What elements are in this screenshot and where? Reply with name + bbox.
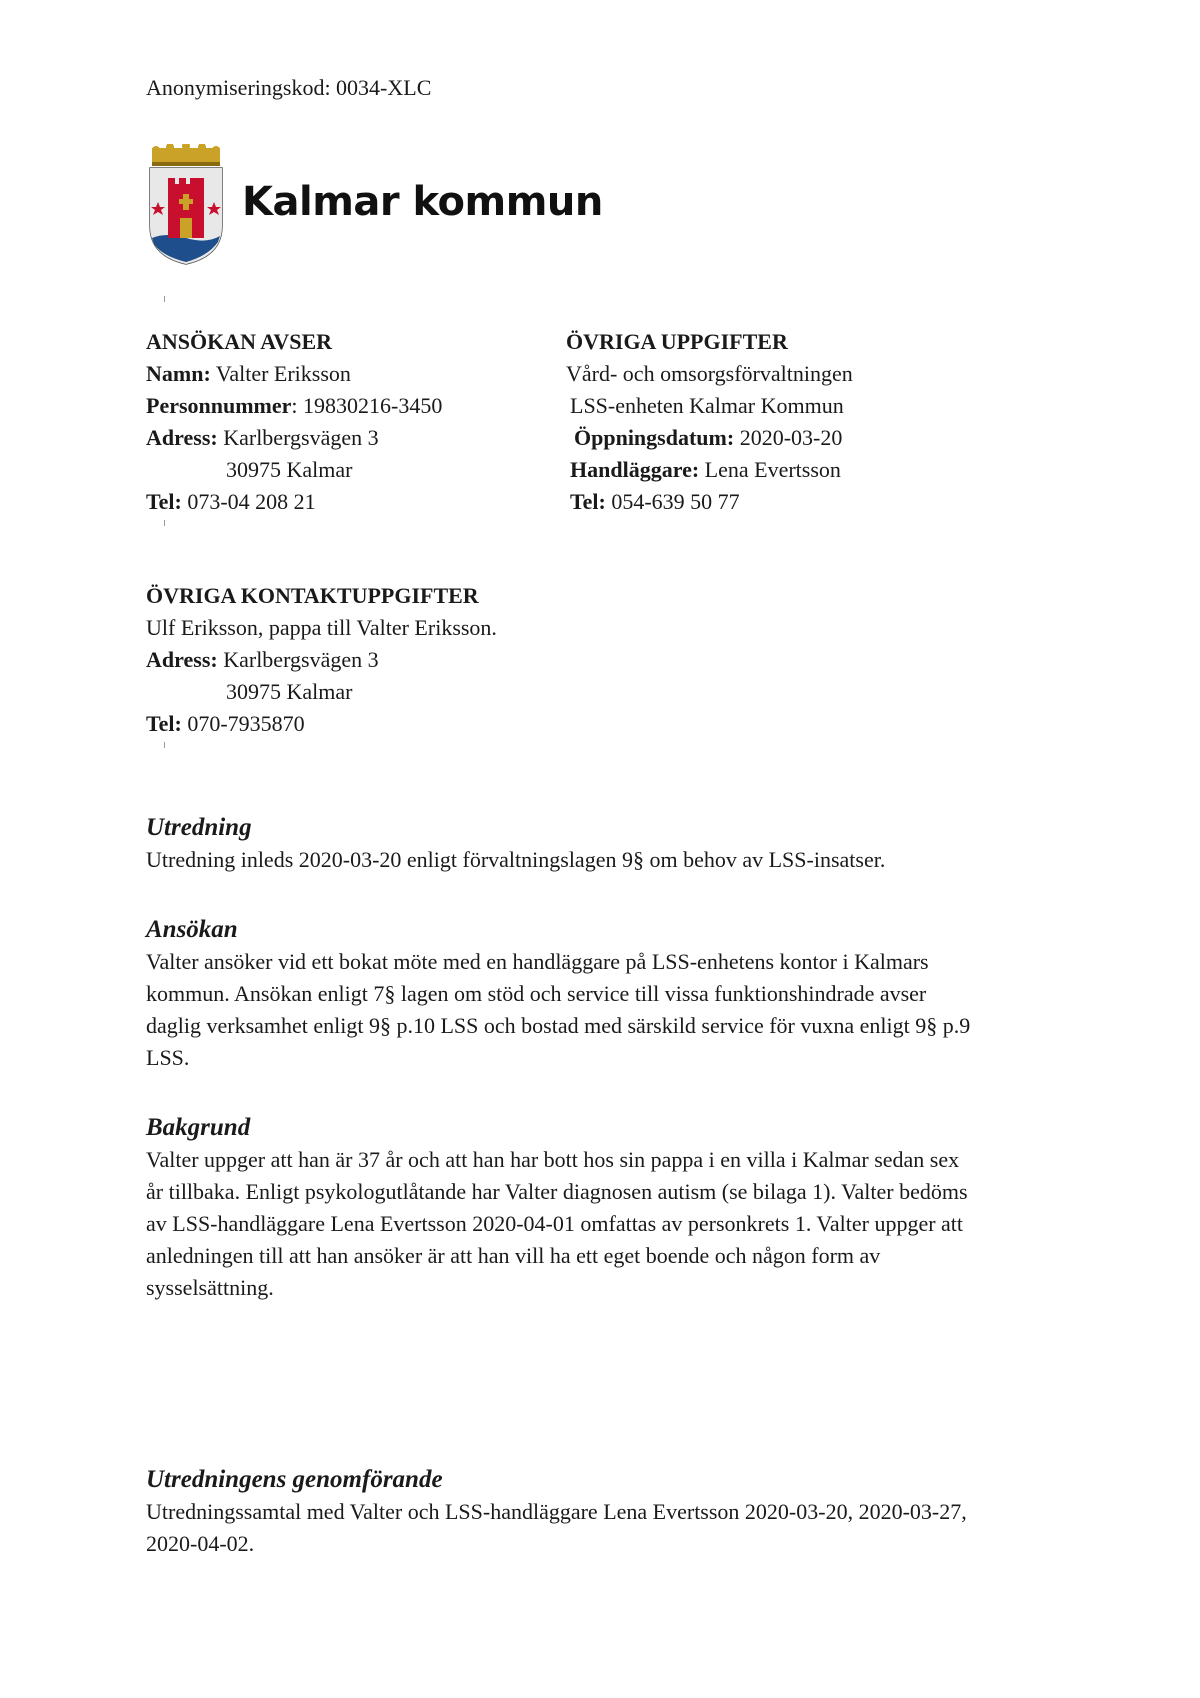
applicant-address-line2: 30975 Kalmar bbox=[226, 457, 353, 482]
org-name: Kalmar kommun bbox=[242, 179, 603, 225]
section-ansokan bbox=[146, 914, 1076, 1074]
paragraph-line: Valter uppger att han är 37 år och att han har bott hos sin pappa i en villa i Kalmar sedan sex bbox=[146, 1147, 960, 1172]
marker bbox=[164, 296, 165, 302]
anonymization-code: Anonymiseringskod: 0034-XLC bbox=[146, 75, 432, 100]
other-info-opening-row: Öppningsdatum: 2020-03-20 bbox=[574, 425, 843, 450]
applicant-heading: ANSÖKAN AVSER bbox=[146, 329, 333, 354]
opening-date: 2020-03-20 bbox=[739, 425, 843, 450]
other-contacts-line1: Ulf Eriksson, pappa till Valter Eriksson. bbox=[146, 615, 497, 640]
other-info-line1: Vård- och omsorgsförvaltningen bbox=[566, 361, 853, 386]
paragraph-line: anledningen till att han ansöker är att han vill ha ett eget boende och någon form av bbox=[146, 1243, 881, 1268]
other-info-officer-row: Handläggare: Lena Evertsson bbox=[570, 457, 841, 482]
section-utredning bbox=[146, 812, 1076, 876]
kalmar-coat-of-arms-icon bbox=[146, 144, 226, 266]
section-title: Bakgrund bbox=[146, 1114, 251, 1141]
applicant-address-line1: Karlbergsvägen 3 bbox=[223, 425, 379, 450]
applicant-pnr: : 19830216-3450 bbox=[291, 393, 443, 418]
applicant-name: Valter Eriksson bbox=[215, 361, 351, 386]
applicant-pnr-row: Personnummer: 19830216-3450 bbox=[146, 393, 443, 418]
other-info-tel-row: Tel: 054-639 50 77 bbox=[570, 489, 740, 514]
applicant-address-row: Adress: Karlbergsvägen 3 bbox=[146, 425, 379, 450]
other-info-line2: LSS-enheten Kalmar Kommun bbox=[570, 393, 844, 418]
other-contacts-address-row: Adress: Karlbergsvägen 3 bbox=[146, 647, 379, 672]
paragraph-line: Valter ansöker vid ett bokat möte med en handläggare på LSS-enhetens kontor i Kalmars bbox=[146, 949, 929, 974]
other-contacts-tel: 070-7935870 bbox=[187, 711, 305, 736]
paragraph-line: LSS. bbox=[146, 1045, 190, 1070]
section-text: Utredning inleds 2020-03-20 enligt förvaltningslagen 9§ om behov av LSS-insatser. bbox=[146, 847, 886, 872]
section-title: Utredningens genomförande bbox=[146, 1466, 443, 1493]
other-contacts-block bbox=[146, 580, 746, 740]
paragraph-line: av LSS-handläggare Lena Evertsson 2020-04-01 omfattas av personkrets 1. Valter uppger att bbox=[146, 1211, 964, 1236]
applicant-tel-row: Tel: 073-04 208 21 bbox=[146, 489, 316, 514]
paragraph-line: sysselsättning. bbox=[146, 1275, 274, 1300]
other-contacts-address-line2: 30975 Kalmar bbox=[226, 679, 353, 704]
paragraph-line: år tillbaka. Enligt psykologutlåtande har Valter diagnosen autism (se bilaga 1). Valter bedöms bbox=[146, 1179, 968, 1204]
officer-name: Lena Evertsson bbox=[704, 457, 841, 482]
marker bbox=[164, 742, 165, 748]
crown-icon bbox=[152, 144, 220, 166]
section-title: Ansökan bbox=[146, 916, 238, 943]
paragraph-line: 2020-04-02. bbox=[146, 1531, 255, 1556]
section-genomforande bbox=[146, 1464, 1076, 1560]
other-info-heading: ÖVRIGA UPPGIFTER bbox=[566, 329, 788, 354]
section-title: Utredning bbox=[146, 814, 252, 841]
paragraph-line: Utredningssamtal med Valter och LSS-handläggare Lena Evertsson 2020-03-20, 2020-03-27, bbox=[146, 1499, 967, 1524]
paragraph-line: kommun. Ansökan enligt 7§ lagen om stöd och service till vissa funktionshindrade avser bbox=[146, 981, 927, 1006]
other-info-tel: 054-639 50 77 bbox=[611, 489, 740, 514]
applicant-tel: 073-04 208 21 bbox=[187, 489, 316, 514]
paragraph-line: daglig verksamhet enligt 9§ p.10 LSS och bostad med särskild service för vuxna enligt 9§ p.9 bbox=[146, 1013, 971, 1038]
other-contacts-heading: ÖVRIGA KONTAKTUPPGIFTER bbox=[146, 583, 479, 608]
applicant-block bbox=[146, 326, 546, 518]
other-info-block bbox=[566, 326, 1086, 518]
applicant-name-row: Namn: Valter Eriksson bbox=[146, 361, 351, 386]
section-bakgrund bbox=[146, 1112, 1076, 1304]
marker bbox=[164, 520, 165, 526]
other-contacts-address-line1: Karlbergsvägen 3 bbox=[223, 647, 379, 672]
other-contacts-tel-row: Tel: 070-7935870 bbox=[146, 711, 305, 736]
